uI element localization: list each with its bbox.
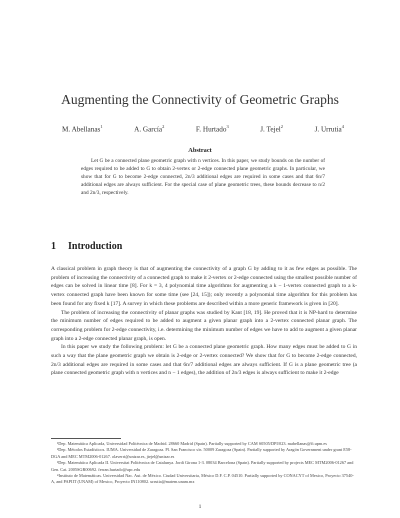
- section-heading: [51, 241, 122, 252]
- author: A. García$^2$: [134, 124, 165, 134]
- footnote: ³Dep. Matemàtica Aplicada II. Universitat Politècnica de Catalunya. Jordi Girona 1-3. 08034 Barcelona (Spain). Partially supported by projects MEC MTM2006-01267 and Gen. Cat. 2005SGR00692. ferran.hurtado@upc.edu: [51, 460, 354, 472]
- author: F. Hurtado$^3$: [195, 124, 229, 134]
- section-number: 1: [51, 241, 56, 252]
- body-text: [51, 265, 357, 378]
- footnote: ²Dep. Métodos Estadísticos. IUMA. Universidad de Zaragoza. Pl. San Francisco s/n. 50009 Zaragoza (Spain). Partially supported by Aragón Government under grant E58-DGA and MEC MTM2006-01267. olaverri@unizar.es, jtejel@unizar.es: [51, 447, 352, 459]
- paper-title: Augmenting the Connectivity of Geometric Graphs: [61, 92, 339, 107]
- section-title: Introduction: [68, 241, 123, 252]
- paragraph: A classical problem in graph theory is that of augmenting the connectivity of a graph G by adding to it as few edges as possible. The problem of increasing the connectivity of a connected graph to make it 2-vertex or 2-edge connected using the smallest possible number of edges can be solved in linear time [8]. For k = 3, 4 polynomial time algorithms for augmenting a k − 1-vertex connected graph to a k-vertex connected graph have been known for some time (see [24, 15]); only recently a polynomial time algorithm for this problem has been found for any fixed k [17]. A survey in which these problems are described within a more generic framework is given in [20].: [51, 266, 357, 307]
- footnote-rule: [51, 438, 121, 439]
- author: M. Abellanas$^1$: [62, 124, 103, 134]
- abstract-heading: Abstract: [188, 147, 212, 154]
- footnote: ¹Dep. Matemática Aplicada, Universidad Politécnica de Madrid. 28660 Madrid (Spain). Partially supported by CAM S0505/DPI/023. mabellanas@fi.upm.es: [57, 441, 327, 446]
- author-list: [62, 124, 344, 133]
- author: J. Urrutia$^4$: [314, 124, 344, 134]
- paragraph: The problem of increasing the connectivity of planar graphs was studied by Kant [18, 19]. He proved that it is NP-hard to determine the minimum number of edges required to be added to augment a given planar graph into a 2-vertex connected planar graph. The corresponding problem for 2-edge connectivity, i.e. determining the minimum number of edges we have to add to augment a given planar graph into a 2-edge connected planar graph, is open.: [51, 309, 357, 342]
- footnote: ⁴Instituto de Matemáticas. Universidad Nac. Aut. de México. Ciudad Universitaria, México D.F. C.P. 04510. Partially supported by CONACYT of Mexico, Proyecto 37540-A, and PAPIIT (UNAM) of Mexico, Proyecto IN110802. urrutia@matem.unam.mx: [51, 473, 354, 485]
- footnotes: [51, 441, 357, 486]
- paragraph: In this paper we study the following problem: let G be a connected plane geometric graph. How many edges must be added to G in such a way that the plane geometric graph we obtain is 2-edge or 2-vertex connected? We show that for G to become 2-edge connected, 2n/3 additional edges are required in some cases and that 6n/7 additional edges are always sufficient. If G is a plane geometric tree (a plane connected geometric graph with n vertices and n − 1 edges), the addition of 2n/3 edges is always sufficient to make it 2-edge: [51, 344, 357, 377]
- author: J. Tejel$^2$: [260, 124, 284, 134]
- abstract-text: Let G be a connected plane geometric graph with n vertices. In this paper, we study bounds on the number of edges required to be added to G to obtain 2-vertex or 2-edge connected plane geometric graphs. In particular, we show that for G to become 2-edge connected, 2n/3 additional edges are required in some cases and that 6n/7 additional edges are always sufficient. For the special case of plane geometric trees, these bounds decrease to n/2 and 2n/3, respectively.: [81, 158, 325, 196]
- page-number: 1: [198, 504, 202, 510]
